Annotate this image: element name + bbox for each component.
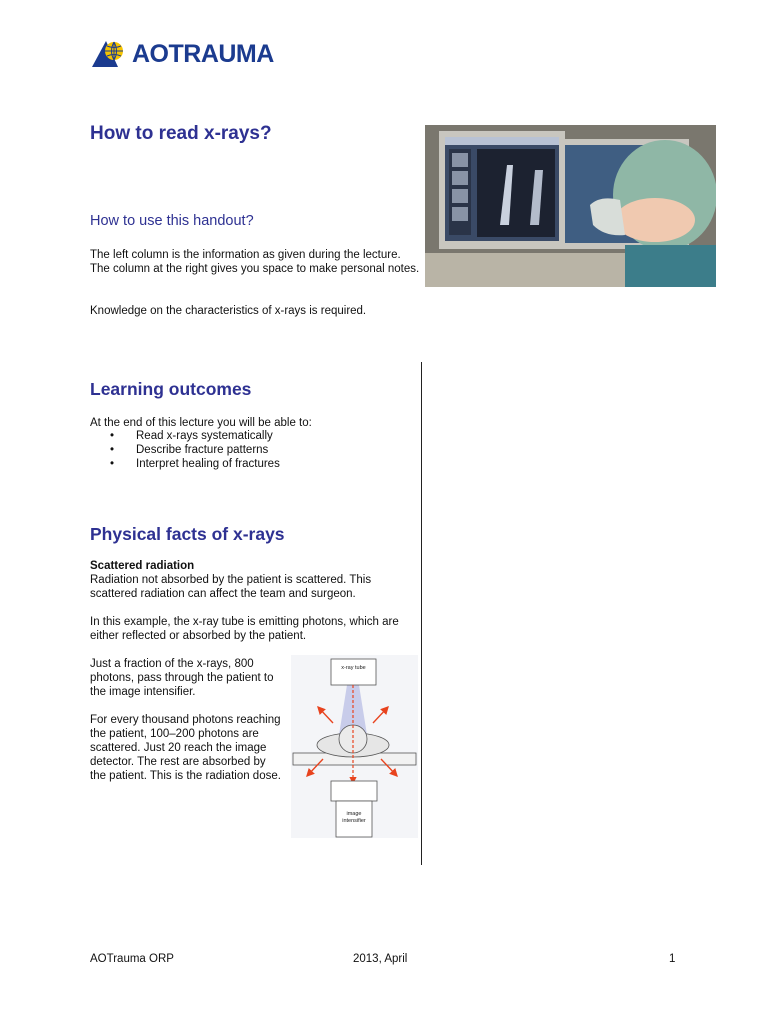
scatter-diagram: [291, 655, 418, 838]
page-title: How to read x-rays?: [90, 123, 272, 144]
aotrauma-logo: [92, 38, 274, 70]
list-item: • Read x-rays systematically: [110, 429, 280, 443]
xray-viewing-photo: [425, 125, 716, 287]
physics-paragraph-4: For every thousand photons reaching the patient, 100–200 photons are scattered. Just 20 reach the image detector. The rest are absorbed by the patient. This is the radiation dose.: [90, 714, 281, 782]
logo-trauma: TRAUMA: [168, 39, 274, 68]
intensifier-label-line-1: image: [346, 811, 362, 817]
column-divider: [421, 362, 422, 865]
xray-tube-label: x-ray tube: [341, 665, 366, 671]
physics-paragraph-2: In this example, the x-ray tube is emitting photons, which are either reflected or absorbed by the patient.: [90, 616, 399, 642]
physics-paragraph-1: Radiation not absorbed by the patient is scattered. This scattered radiation can affect the team and surgeon.: [90, 574, 372, 600]
handout-heading: How to use this handout?: [90, 213, 254, 229]
scattered-radiation-subheading: Scattered radiation: [90, 560, 195, 572]
footer-left: AOTrauma ORP: [90, 953, 174, 965]
learning-intro: At the end of this lecture you will be able to:: [90, 417, 312, 429]
logo-wordmark: [132, 40, 274, 69]
intensifier-label-line-2: intensifier: [342, 818, 366, 824]
learning-outcomes-heading: Learning outcomes: [90, 379, 252, 399]
footer-date: 2013, April: [353, 953, 408, 965]
physics-paragraph-3: Just a fraction of the x-rays, 800 photons, pass through the patient to the image intensifier.: [90, 658, 274, 698]
logo-ao: AO: [132, 39, 169, 68]
list-item: • Interpret healing of fractures: [110, 457, 280, 471]
learning-outcomes-list: [110, 429, 280, 472]
handout-paragraph-2: Knowledge on the characteristics of x-rays is required.: [90, 305, 367, 317]
handout-paragraph-1: The left column is the information as given during the lecture. The column at the right gives you space to make personal notes.: [90, 249, 420, 275]
page-number: 1: [669, 953, 676, 965]
xray-tube-box: [331, 659, 376, 685]
list-item: • Describe fracture patterns: [110, 443, 280, 457]
globe-logo-icon: [92, 39, 128, 69]
physical-facts-heading: Physical facts of x-rays: [90, 524, 285, 544]
